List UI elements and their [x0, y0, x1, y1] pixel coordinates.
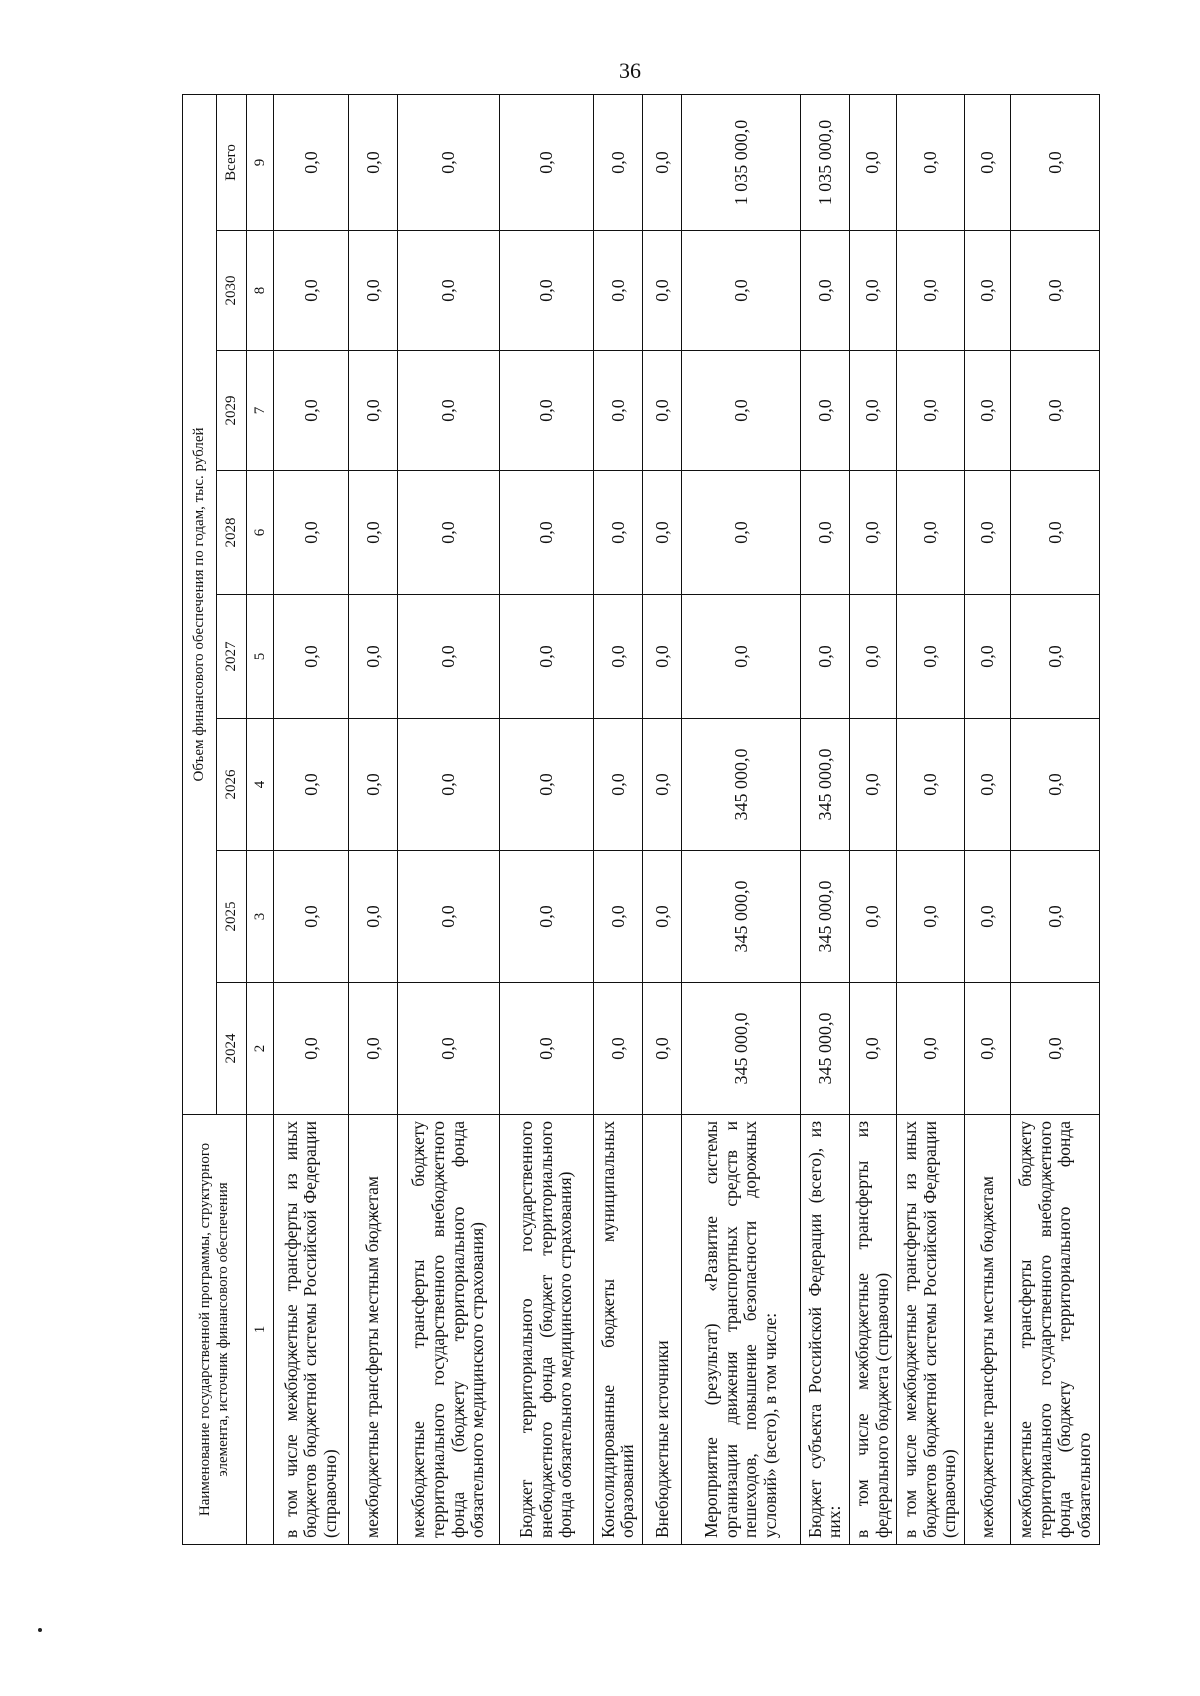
row-label: межбюджетные трансферты местным бюджетам [964, 1115, 1011, 1545]
value-cell: 0,0 [594, 851, 643, 983]
total-cell: 0,0 [850, 94, 897, 230]
value-cell: 0,0 [398, 231, 500, 351]
row-label: Бюджет территориального государственного внебюджетного фонда (бюджет территориального фонда обязательного медицинского страхования) [499, 1115, 593, 1545]
value-cell: 0,0 [349, 471, 398, 595]
value-cell: 0,0 [896, 351, 964, 471]
row-label: в том числе межбюджетные трансферты из федерального бюджета (справочно) [850, 1115, 897, 1545]
value-cell: 0,0 [896, 983, 964, 1115]
row-label: межбюджетные трансферты бюджету территориального государственного внебюджетного фонда (бюджету территориального фонда обязательного [1011, 1115, 1100, 1545]
total-cell: 0,0 [398, 94, 500, 230]
header-year-2027: 2027 [217, 595, 247, 719]
table-row [643, 94, 682, 1544]
value-cell: 0,0 [274, 983, 349, 1115]
value-cell: 0,0 [964, 231, 1011, 351]
value-cell: 0,0 [1011, 231, 1100, 351]
value-cell: 0,0 [801, 471, 850, 595]
value-cell: 345 000,0 [682, 719, 801, 851]
value-cell: 0,0 [398, 351, 500, 471]
value-cell: 0,0 [1011, 851, 1100, 983]
value-cell: 0,0 [274, 595, 349, 719]
total-cell: 0,0 [349, 94, 398, 230]
row-label: в том числе межбюджетные трансферты из иных бюджетов бюджетной системы Российской Федерации (справочно) [274, 1115, 349, 1545]
column-number: 8 [247, 231, 274, 351]
row-label: межбюджетные трансферты бюджету территориального государственного внебюджетного фонда (бюджету территориального фонда обязательного медицинского страхования) [398, 1115, 500, 1545]
value-cell: 0,0 [682, 231, 801, 351]
value-cell: 0,0 [643, 983, 682, 1115]
value-cell: 0,0 [850, 983, 897, 1115]
value-cell: 0,0 [850, 471, 897, 595]
value-cell: 0,0 [643, 351, 682, 471]
value-cell: 0,0 [274, 231, 349, 351]
row-label: Бюджет субъекта Российской Федерации (всего), из них: [801, 1115, 850, 1545]
value-cell: 0,0 [850, 719, 897, 851]
table-row [274, 94, 349, 1544]
rotated-table-container [182, 95, 1100, 1545]
value-cell: 0,0 [499, 351, 593, 471]
value-cell: 0,0 [643, 595, 682, 719]
table-row [682, 94, 801, 1544]
column-number: 9 [247, 94, 274, 230]
value-cell: 0,0 [349, 719, 398, 851]
row-label: в том числе межбюджетные трансферты из иных бюджетов бюджетной системы Российской Федерации (справочно) [896, 1115, 964, 1545]
value-cell: 0,0 [896, 719, 964, 851]
column-number: 2 [247, 983, 274, 1115]
table-row [594, 94, 643, 1544]
table-row [499, 94, 593, 1544]
total-cell: 1 035 000,0 [682, 94, 801, 230]
header-year-2030: 2030 [217, 231, 247, 351]
value-cell: 0,0 [896, 231, 964, 351]
value-cell: 0,0 [850, 595, 897, 719]
value-cell: 0,0 [964, 719, 1011, 851]
value-cell: 0,0 [643, 851, 682, 983]
page-number: 36 [619, 58, 641, 83]
value-cell: 0,0 [682, 351, 801, 471]
value-cell: 0,0 [964, 351, 1011, 471]
value-cell: 0,0 [349, 983, 398, 1115]
table-row [349, 94, 398, 1544]
value-cell: 0,0 [499, 595, 593, 719]
value-cell: 0,0 [1011, 471, 1100, 595]
value-cell: 0,0 [801, 231, 850, 351]
value-cell: 0,0 [349, 231, 398, 351]
value-cell: 0,0 [964, 471, 1011, 595]
header-year-2025: 2025 [217, 851, 247, 983]
value-cell: 0,0 [896, 471, 964, 595]
value-cell: 0,0 [398, 471, 500, 595]
value-cell: 0,0 [499, 231, 593, 351]
row-label: Внебюджетные источники [643, 1115, 682, 1545]
value-cell: 0,0 [850, 351, 897, 471]
table-row [801, 94, 850, 1544]
table-row [896, 94, 964, 1544]
header-year-2028: 2028 [217, 471, 247, 595]
row-label: Мероприятие (результат) «Развитие системы организации движения транспортных средств и пешеходов, повышение безопасности дорожных условий» (всего), в том числе: [682, 1115, 801, 1545]
column-number: 7 [247, 351, 274, 471]
value-cell: 0,0 [499, 719, 593, 851]
value-cell: 0,0 [643, 719, 682, 851]
value-cell: 0,0 [274, 719, 349, 851]
total-cell: 0,0 [964, 94, 1011, 230]
value-cell: 0,0 [594, 983, 643, 1115]
value-cell: 0,0 [349, 351, 398, 471]
value-cell: 0,0 [896, 595, 964, 719]
value-cell: 0,0 [1011, 595, 1100, 719]
value-cell: 0,0 [896, 851, 964, 983]
row-label: межбюджетные трансферты местным бюджетам [349, 1115, 398, 1545]
column-number: 1 [247, 1115, 274, 1545]
header-year-2029: 2029 [217, 351, 247, 471]
value-cell: 0,0 [274, 351, 349, 471]
header-year-2024: 2024 [217, 983, 247, 1115]
value-cell: 0,0 [964, 851, 1011, 983]
table-row [1011, 94, 1100, 1544]
total-cell: 0,0 [896, 94, 964, 230]
column-number: 6 [247, 471, 274, 595]
value-cell: 345 000,0 [682, 983, 801, 1115]
value-cell: 0,0 [682, 595, 801, 719]
value-cell: 0,0 [499, 983, 593, 1115]
value-cell: 0,0 [349, 851, 398, 983]
value-cell: 0,0 [274, 471, 349, 595]
row-label: Консолидированные бюджеты муниципальных образований [594, 1115, 643, 1545]
header-group-title: Объем финансового обеспечения по годам, тыс. рублей [183, 94, 217, 1114]
financing-table [182, 94, 1100, 1545]
value-cell: 0,0 [964, 595, 1011, 719]
header-total: Всего [217, 94, 247, 230]
total-cell: 0,0 [1011, 94, 1100, 230]
value-cell: 0,0 [1011, 983, 1100, 1115]
total-cell: 1 035 000,0 [801, 94, 850, 230]
value-cell: 0,0 [850, 851, 897, 983]
value-cell: 0,0 [1011, 351, 1100, 471]
value-cell: 0,0 [643, 471, 682, 595]
value-cell: 0,0 [594, 351, 643, 471]
header-name-column: Наименование государственной программы, структурного элемента, источник финансового обеспечения [183, 1115, 247, 1545]
value-cell: 0,0 [398, 983, 500, 1115]
value-cell: 0,0 [850, 231, 897, 351]
value-cell: 0,0 [682, 471, 801, 595]
value-cell: 0,0 [1011, 719, 1100, 851]
column-number: 4 [247, 719, 274, 851]
value-cell: 345 000,0 [801, 983, 850, 1115]
value-cell: 0,0 [594, 595, 643, 719]
column-number: 3 [247, 851, 274, 983]
value-cell: 0,0 [398, 719, 500, 851]
value-cell: 0,0 [801, 595, 850, 719]
value-cell: 0,0 [274, 851, 349, 983]
table-frame [182, 95, 1100, 1545]
value-cell: 0,0 [499, 471, 593, 595]
header-year-2026: 2026 [217, 719, 247, 851]
scan-dot [38, 1628, 42, 1632]
value-cell: 0,0 [349, 595, 398, 719]
value-cell: 0,0 [643, 231, 682, 351]
value-cell: 0,0 [964, 983, 1011, 1115]
value-cell: 0,0 [398, 595, 500, 719]
value-cell: 0,0 [499, 851, 593, 983]
value-cell: 0,0 [398, 851, 500, 983]
table-row [398, 94, 500, 1544]
value-cell: 0,0 [801, 351, 850, 471]
value-cell: 345 000,0 [801, 719, 850, 851]
value-cell: 345 000,0 [801, 851, 850, 983]
table-row [850, 94, 897, 1544]
column-number: 5 [247, 595, 274, 719]
value-cell: 0,0 [594, 231, 643, 351]
table-row [964, 94, 1011, 1544]
value-cell: 0,0 [594, 719, 643, 851]
total-cell: 0,0 [594, 94, 643, 230]
total-cell: 0,0 [274, 94, 349, 230]
total-cell: 0,0 [643, 94, 682, 230]
total-cell: 0,0 [499, 94, 593, 230]
value-cell: 345 000,0 [682, 851, 801, 983]
value-cell: 0,0 [594, 471, 643, 595]
